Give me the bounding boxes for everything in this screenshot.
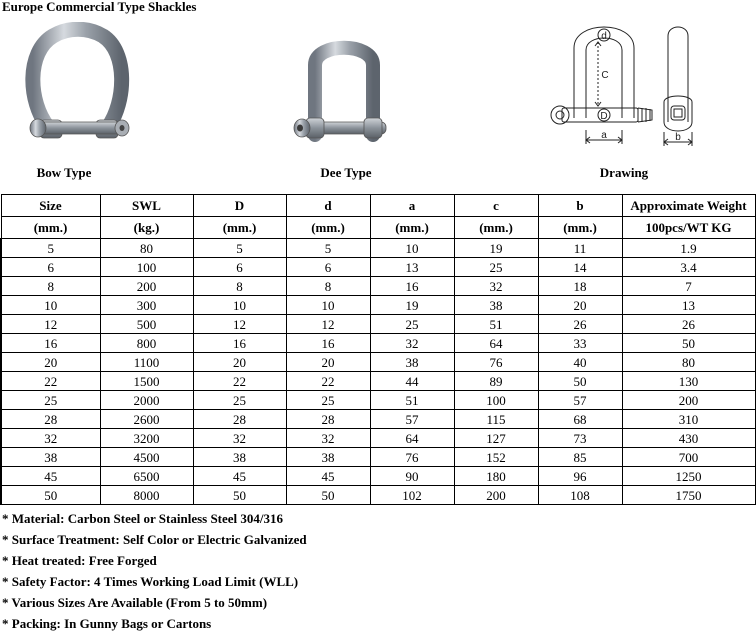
cell-a: 19	[370, 296, 454, 315]
cell-swl: 800	[100, 334, 193, 353]
cell-a: 13	[370, 258, 454, 277]
cell-swl: 4500	[100, 448, 193, 467]
cell-a: 64	[370, 429, 454, 448]
cell-weight: 700	[622, 448, 755, 467]
note-packing: * Packing: In Gunny Bags or Cartons	[2, 616, 212, 631]
table-row	[1, 296, 755, 315]
cell-a: 51	[370, 391, 454, 410]
cell-weight: 80	[622, 353, 755, 372]
cell-weight: 50	[622, 334, 755, 353]
unit-D: (mm.)	[193, 217, 286, 239]
cell-size: 10	[1, 296, 100, 315]
cell-D: 16	[193, 334, 286, 353]
unit-a: (mm.)	[370, 217, 454, 239]
cell-d: 12	[286, 315, 370, 334]
cell-d: 38	[286, 448, 370, 467]
cell-d: 10	[286, 296, 370, 315]
cell-size: 38	[1, 448, 100, 467]
cell-weight: 26	[622, 315, 755, 334]
cell-D: 25	[193, 391, 286, 410]
header-d: d	[286, 195, 370, 217]
cell-a: 16	[370, 277, 454, 296]
cell-c: 180	[454, 467, 538, 486]
cell-D: 5	[193, 239, 286, 258]
cell-size: 45	[1, 467, 100, 486]
cell-c: 127	[454, 429, 538, 448]
table-row	[1, 391, 755, 410]
cell-swl: 3200	[100, 429, 193, 448]
cell-weight: 1.9	[622, 239, 755, 258]
table-row	[1, 334, 755, 353]
cell-d: 50	[286, 486, 370, 505]
spec-table-body	[1, 239, 755, 505]
cell-swl: 500	[100, 315, 193, 334]
table-row	[1, 258, 755, 277]
header-b: b	[538, 195, 622, 217]
shackle-drawing	[540, 18, 716, 160]
cell-swl: 300	[100, 296, 193, 315]
cell-c: 152	[454, 448, 538, 467]
cell-b: 20	[538, 296, 622, 315]
cell-b: 14	[538, 258, 622, 277]
cell-swl: 1100	[100, 353, 193, 372]
units-row	[1, 217, 755, 239]
cell-weight: 1250	[622, 467, 755, 486]
cell-d: 25	[286, 391, 370, 410]
cell-d: 28	[286, 410, 370, 429]
cell-d: 16	[286, 334, 370, 353]
table-row	[1, 372, 755, 391]
drawing-label-D: D	[600, 111, 608, 122]
cell-a: 44	[370, 372, 454, 391]
cell-b: 11	[538, 239, 622, 258]
dee-shackle-image	[288, 30, 398, 158]
note-safety-factor: * Safety Factor: 4 Times Working Load Limit (WLL)	[2, 574, 299, 589]
cell-a: 57	[370, 410, 454, 429]
cell-D: 38	[193, 448, 286, 467]
cell-D: 6	[193, 258, 286, 277]
cell-d: 32	[286, 429, 370, 448]
cell-d: 5	[286, 239, 370, 258]
cell-b: 85	[538, 448, 622, 467]
cell-D: 50	[193, 486, 286, 505]
unit-c: (mm.)	[454, 217, 538, 239]
note-heat-treated: * Heat treated: Free Forged	[2, 553, 157, 568]
unit-b: (mm.)	[538, 217, 622, 239]
cell-a: 76	[370, 448, 454, 467]
cell-swl: 8000	[100, 486, 193, 505]
cell-D: 45	[193, 467, 286, 486]
table-row	[1, 277, 755, 296]
unit-weight: 100pcs/WT KG	[622, 217, 755, 239]
cell-c: 25	[454, 258, 538, 277]
table-row	[1, 410, 755, 429]
cell-b: 57	[538, 391, 622, 410]
drawing-label-c: C	[601, 70, 609, 81]
cell-weight: 7	[622, 277, 755, 296]
cell-weight: 130	[622, 372, 755, 391]
note-surface-treatment: * Surface Treatment: Self Color or Electric Galvanized	[2, 532, 307, 547]
cell-a: 10	[370, 239, 454, 258]
cell-size: 20	[1, 353, 100, 372]
cell-D: 20	[193, 353, 286, 372]
cell-size: 22	[1, 372, 100, 391]
cell-swl: 6500	[100, 467, 193, 486]
cell-d: 45	[286, 467, 370, 486]
drawing-label-a: a	[601, 130, 607, 141]
bow-type-caption: Bow Type	[36, 165, 92, 180]
cell-weight: 1750	[622, 486, 755, 505]
cell-D: 10	[193, 296, 286, 315]
drawing-label-d: d	[601, 31, 607, 42]
header-weight: Approximate Weight	[622, 195, 755, 217]
cell-weight: 3.4	[622, 258, 755, 277]
cell-weight: 13	[622, 296, 755, 315]
cell-c: 64	[454, 334, 538, 353]
cell-weight: 310	[622, 410, 755, 429]
cell-c: 32	[454, 277, 538, 296]
cell-swl: 100	[100, 258, 193, 277]
cell-c: 51	[454, 315, 538, 334]
cell-D: 32	[193, 429, 286, 448]
header-swl: SWL	[100, 195, 193, 217]
cell-c: 115	[454, 410, 538, 429]
unit-swl: (kg.)	[100, 217, 193, 239]
table-row	[1, 429, 755, 448]
cell-D: 12	[193, 315, 286, 334]
cell-a: 32	[370, 334, 454, 353]
header-row	[1, 195, 755, 217]
note-sizes: * Various Sizes Are Available (From 5 to 50mm)	[2, 595, 268, 610]
cell-b: 40	[538, 353, 622, 372]
cell-c: 76	[454, 353, 538, 372]
cell-b: 26	[538, 315, 622, 334]
bow-shackle-image	[18, 22, 138, 160]
drawing-caption: Drawing	[599, 165, 649, 180]
cell-d: 20	[286, 353, 370, 372]
spec-table	[0, 194, 756, 505]
table-row	[1, 315, 755, 334]
cell-c: 100	[454, 391, 538, 410]
unit-size: (mm.)	[1, 217, 100, 239]
cell-c: 38	[454, 296, 538, 315]
cell-D: 8	[193, 277, 286, 296]
notes-list	[2, 508, 307, 634]
cell-size: 12	[1, 315, 100, 334]
header-size: Size	[1, 195, 100, 217]
cell-size: 28	[1, 410, 100, 429]
cell-d: 8	[286, 277, 370, 296]
cell-size: 32	[1, 429, 100, 448]
cell-swl: 2600	[100, 410, 193, 429]
cell-b: 73	[538, 429, 622, 448]
cell-b: 108	[538, 486, 622, 505]
cell-swl: 80	[100, 239, 193, 258]
dee-type-caption: Dee Type	[320, 165, 372, 180]
table-row	[1, 239, 755, 258]
header-c: c	[454, 195, 538, 217]
cell-size: 8	[1, 277, 100, 296]
cell-a: 38	[370, 353, 454, 372]
cell-swl: 200	[100, 277, 193, 296]
cell-c: 200	[454, 486, 538, 505]
table-row	[1, 486, 755, 505]
cell-size: 50	[1, 486, 100, 505]
cell-a: 90	[370, 467, 454, 486]
note-material: * Material: Carbon Steel or Stainless Steel 304/316	[2, 511, 284, 526]
cell-D: 22	[193, 372, 286, 391]
page-title: Europe Commercial Type Shackles	[2, 0, 197, 14]
cell-size: 5	[1, 239, 100, 258]
cell-a: 102	[370, 486, 454, 505]
cell-b: 96	[538, 467, 622, 486]
unit-d: (mm.)	[286, 217, 370, 239]
cell-b: 18	[538, 277, 622, 296]
cell-size: 16	[1, 334, 100, 353]
cell-b: 33	[538, 334, 622, 353]
drawing-label-b: b	[675, 132, 681, 143]
table-row	[1, 353, 755, 372]
cell-swl: 1500	[100, 372, 193, 391]
cell-weight: 430	[622, 429, 755, 448]
cell-d: 22	[286, 372, 370, 391]
header-a: a	[370, 195, 454, 217]
cell-D: 28	[193, 410, 286, 429]
table-row	[1, 467, 755, 486]
cell-b: 50	[538, 372, 622, 391]
cell-a: 25	[370, 315, 454, 334]
cell-c: 89	[454, 372, 538, 391]
table-row	[1, 448, 755, 467]
cell-weight: 200	[622, 391, 755, 410]
cell-size: 6	[1, 258, 100, 277]
cell-b: 68	[538, 410, 622, 429]
cell-swl: 2000	[100, 391, 193, 410]
cell-size: 25	[1, 391, 100, 410]
header-D: D	[193, 195, 286, 217]
cell-d: 6	[286, 258, 370, 277]
cell-c: 19	[454, 239, 538, 258]
